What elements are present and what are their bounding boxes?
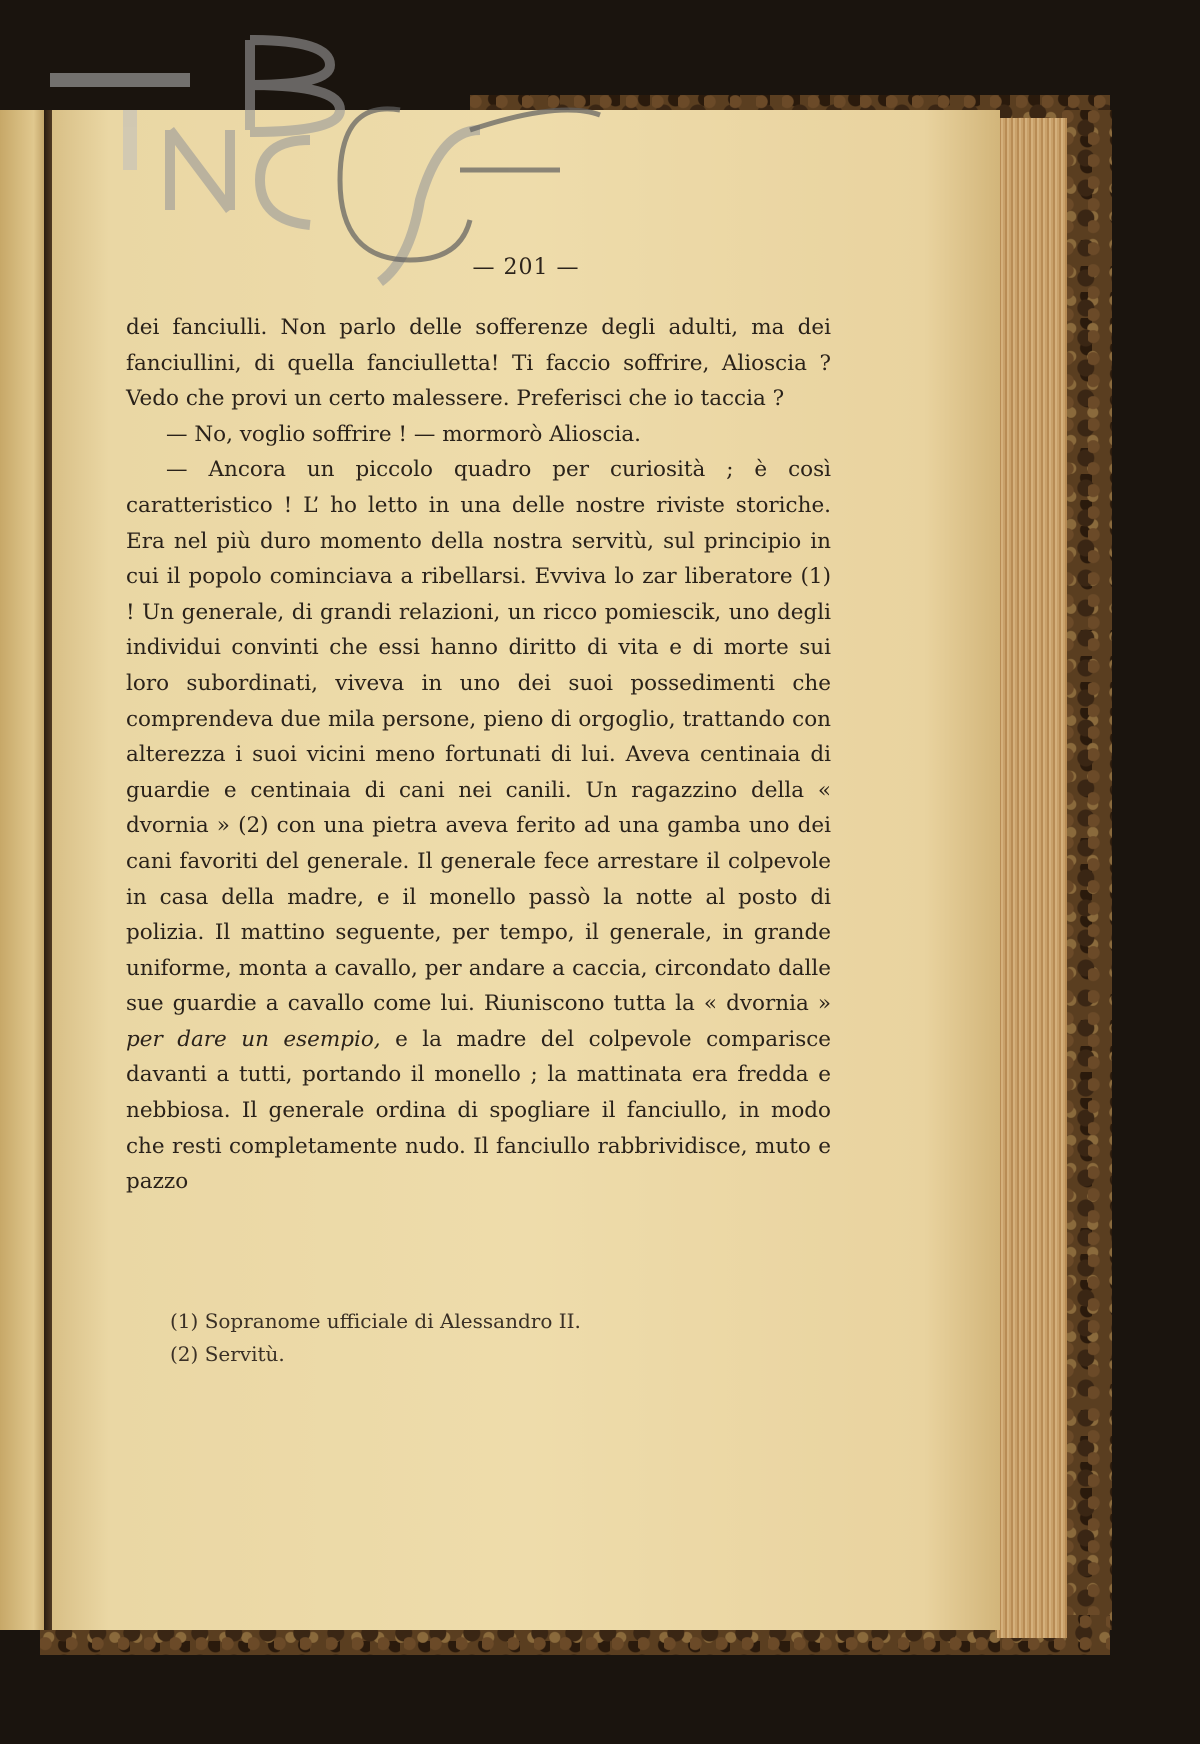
- left-facing-page: [0, 110, 48, 1630]
- book-page: [52, 110, 1000, 1630]
- footnote-1: (1) Sopranome ufficiale di Alessandro II.: [170, 1309, 581, 1333]
- page-number: — 201 —: [472, 255, 580, 280]
- footnotes: [170, 1305, 581, 1371]
- paragraph-3: [126, 452, 831, 1199]
- paragraph-3-end: e la madre del colpevole comparisce davanti a tutti, portando il monello ; la mattinata era fredda e nebbiosa. Il generale ordina di spogliare il fanciullo, in modo che resti completamente nudo. Il fanciullo rabbrividisce, muto e pazzo: [126, 1026, 831, 1195]
- footnote-2: (2) Servitù.: [170, 1342, 285, 1366]
- paragraph-1: dei fanciulli. Non parlo delle sofferenze degli adulti, ma dei fanciullini, di quella fanciulletta! Ti faccio soffrire, Alioscia ? Vedo che provi un certo malessere. Preferisci che io taccia ?: [126, 315, 831, 412]
- library-logo-watermark: [40, 20, 640, 290]
- marbled-cover-right: [1062, 110, 1112, 1630]
- page-edges: [995, 118, 1067, 1638]
- page-body: [126, 310, 831, 1200]
- paragraph-3-text: — Ancora un piccolo quadro per curiosità ; è così caratteristico ! L’ ho letto in una delle nostre riviste storiche. Era nel più duro momento della nostra servitù, sul principio in cui il popolo cominciava a ribellarsi. Evviva lo zar liberatore (1) ! Un generale, di grandi relazioni, un ricco pomiescik, uno degli individui convinti che essi hanno diritto di vita e di morte sui loro subordinati, viveva in uno dei suoi possedimenti che comprendeva due mila persone, pieno di orgoglio, trattando con alterezza i suoi vicini meno fortunati di lui. Aveva centinaia di guardie e centinaia di cani nei canili. Un ragazzino della « dvornia » (2) con una pietra aveva ferito ad una gamba uno dei cani favoriti del generale. Il generale fece arrestare il colpevole in casa della madre, e il monello passò la notte al posto di polizia. Il mattino seguente, per tempo, il generale, in grande uniforme, monta a cavallo, per andare a caccia, circondato dalle sue guardie a cavallo come lui. Riuniscono tutta la « dvornia »: [126, 457, 831, 1017]
- italic-phrase: per dare un esempio,: [126, 1026, 381, 1052]
- paragraph-2: — No, voglio soffrire ! — mormorò Alioscia.: [166, 421, 642, 447]
